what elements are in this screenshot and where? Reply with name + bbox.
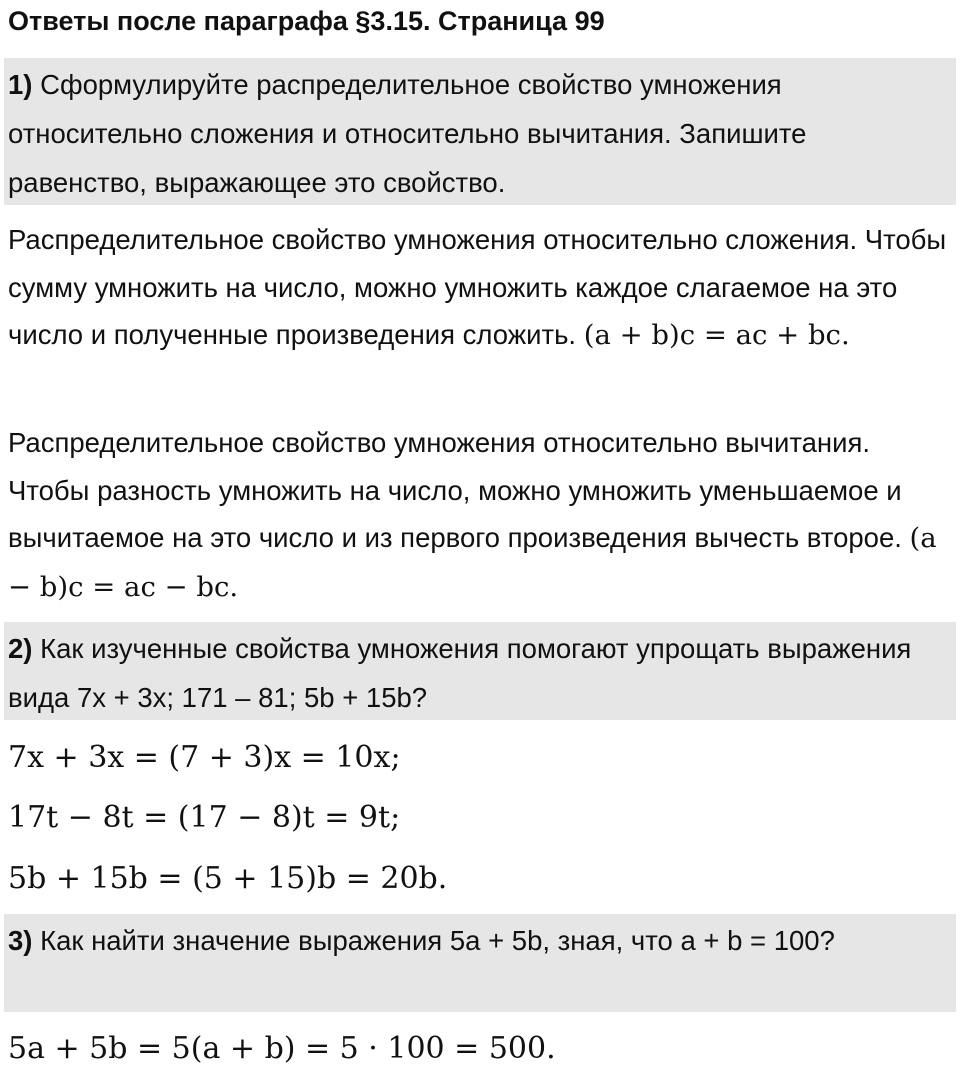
answer-2-equation-1: 7x + 3x = (7 + 3)x = 10x; xyxy=(8,740,401,775)
question-1-number: 1) xyxy=(8,69,33,100)
answer-1-addition-text: Распределительное свойство умножения относительно сложения. Чтобы сумму умножить на число, можно умножить каждое слагаемое на это число и полученные произведения сложить. xyxy=(8,224,947,350)
page-title: Ответы после параграфа §3.15. Страница 99 xyxy=(8,6,605,36)
answer-1-subtraction-formula: (a − b)c = ac − bc. xyxy=(8,522,937,603)
question-2-number: 2) xyxy=(8,633,33,664)
answer-1-subtraction-text: Распределительное свойство умножения относительно вычитания. Чтобы разность умножить на число, можно умножить уменьшаемое и вычитаемое на это число и из первого произведения вычесть второе. xyxy=(8,427,910,553)
question-2-text: Как изученные свойства умножения помогают упрощать выражения вида 7x + 3x; 171 – 81; 5b + 15b? xyxy=(8,633,912,713)
answer-2-equation-3: 5b + 15b = (5 + 15)b = 20b. xyxy=(8,861,448,896)
question-1-text: Сформулируйте распределительное свойство умножения относительно сложения и относительно вычитания. Запишите равенство, выражающее это свойство. xyxy=(8,69,807,198)
answer-1-addition-formula: (a + b)c = ac + bc. xyxy=(583,319,850,351)
question-2-box xyxy=(4,622,956,720)
question-3-box xyxy=(4,914,956,1012)
answer-1-subtraction-paragraph xyxy=(8,419,956,611)
question-3-text: Как найти значение выражения 5a + 5b, зная, что a + b = 100? xyxy=(32,925,835,956)
answer-1-addition-paragraph xyxy=(8,216,956,360)
question-1-box xyxy=(4,58,956,205)
answer-3-equation: 5a + 5b = 5(a + b) = 5 · 100 = 500. xyxy=(8,1031,556,1066)
question-3-number: 3) xyxy=(8,925,33,956)
answer-2-equation-2: 17t − 8t = (17 − 8)t = 9t; xyxy=(8,800,401,835)
